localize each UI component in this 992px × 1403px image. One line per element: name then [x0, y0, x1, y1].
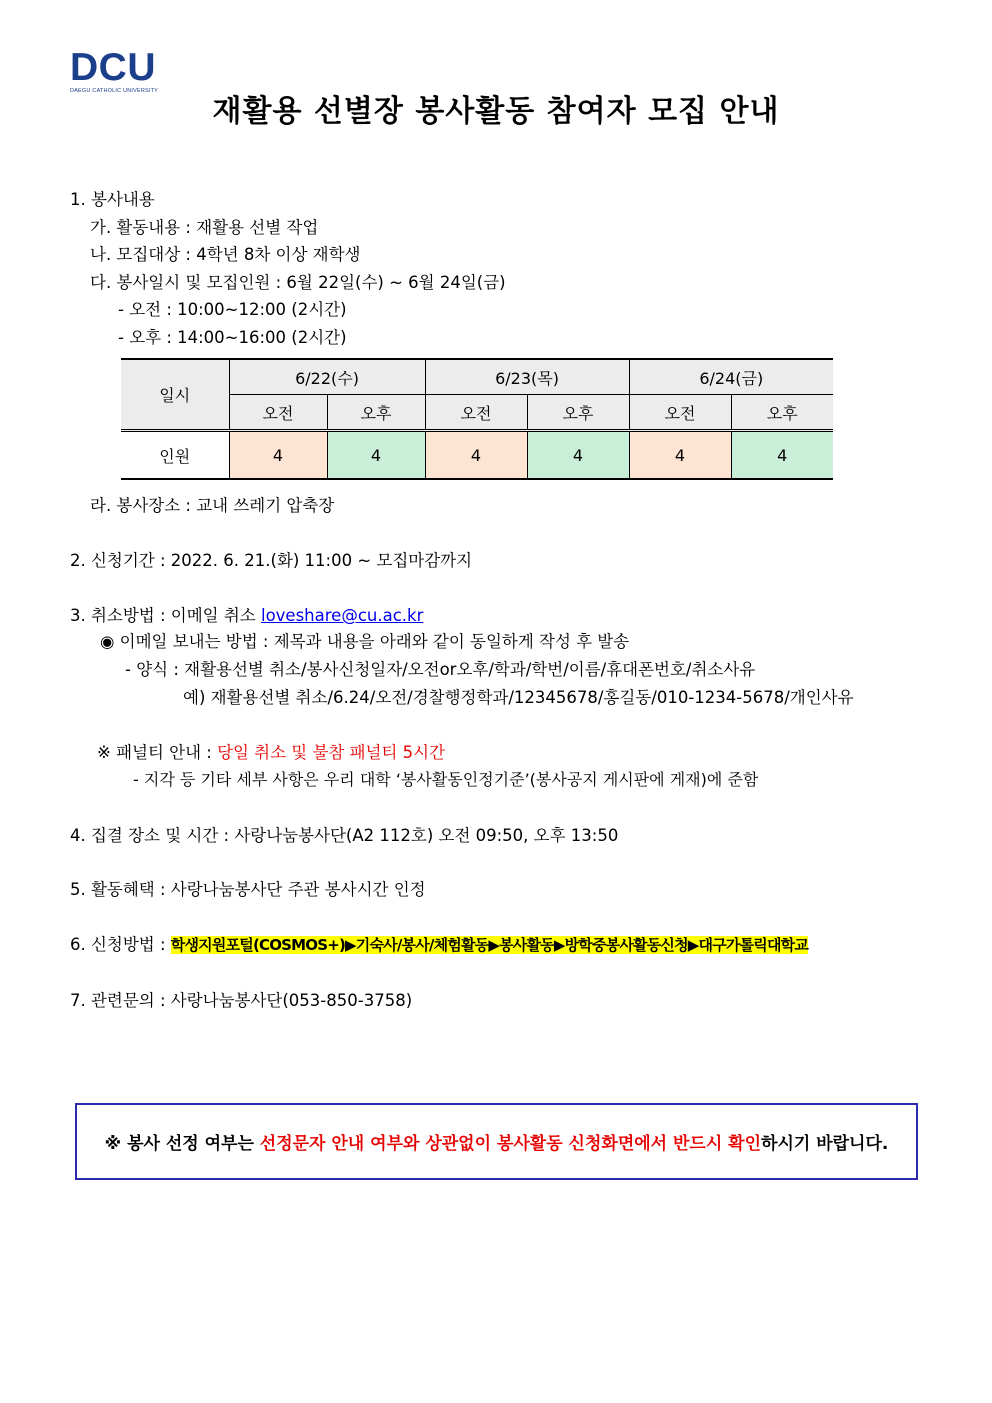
activity-place: 라. 봉사장소 : 교내 쓰레기 압축장	[90, 496, 335, 515]
activity-benefit: 5. 활동혜택 : 사랑나눔봉사단 주관 봉사시간 인정	[70, 880, 426, 899]
penalty-notice	[97, 739, 445, 763]
activity-content: 가. 활동내용 : 재활용 선별 작업	[90, 218, 319, 237]
slot-header: 오후	[327, 395, 425, 431]
email-method: ◉ 이메일 보내는 방법 : 제목과 내용을 아래와 같이 동일하게 작성 후 발송	[100, 632, 630, 651]
penalty-label: ※ 패널티 안내 :	[97, 743, 218, 762]
people-label: 인원	[121, 431, 229, 480]
apply-method	[70, 931, 808, 955]
slot-header: 오후	[527, 395, 629, 431]
day-header: 6/24(금)	[629, 359, 833, 395]
application-period: 2. 신청기간 : 2022. 6. 21.(화) 11:00 ~ 모집마감까지	[70, 551, 473, 570]
count-cell: 4	[527, 431, 629, 480]
email-example: 예) 재활용선별 취소/6.24/오전/경찰행정학과/12345678/홍길동/010-1234-5678/개인사유	[183, 688, 854, 707]
email-format: - 양식 : 재활용선별 취소/봉사신청일자/오전or오후/학과/학번/이름/휴대폰번호/취소사유	[125, 660, 756, 679]
day-header: 6/23(목)	[425, 359, 629, 395]
day-header: 6/22(수)	[229, 359, 425, 395]
schedule-table	[121, 358, 833, 480]
cancel-method-label: 3. 취소방법 : 이메일 취소	[70, 606, 261, 625]
notice-box	[75, 1103, 918, 1180]
count-cell: 4	[327, 431, 425, 480]
apply-method-label: 6. 신청방법 :	[70, 935, 171, 954]
penalty-text: 당일 취소 및 불참 패널티 5시간	[217, 743, 446, 762]
slot-header: 오후	[731, 395, 833, 431]
page-title: 재활용 선별장 봉사활동 참여자 모집 안내	[212, 94, 780, 129]
slot-header: 오전	[425, 395, 527, 431]
afternoon-time: - 오후 : 14:00~16:00 (2시간)	[118, 328, 347, 347]
count-cell: 4	[229, 431, 327, 480]
count-cell: 4	[731, 431, 833, 480]
penalty-note: - 지각 등 기타 세부 사항은 우리 대학 ‘봉사활동인정기준’(봉사공지 게시판에 게재)에 준함	[133, 770, 759, 789]
logo-subtitle: DAEGU CATHOLIC UNIVERSITY	[70, 88, 159, 94]
recruit-target: 나. 모집대상 : 4학년 8차 이상 재학생	[90, 245, 361, 264]
apply-path: 학생지원포털(COSMOS+)▶기숙사/봉사/체험활동▶봉사활동▶방학중봉사활동신청▶대구가톨릭대학교	[170, 936, 809, 954]
notice-part3: 하시기 바랍니다.	[761, 1134, 889, 1154]
morning-time: - 오전 : 10:00~12:00 (2시간)	[118, 300, 347, 319]
cancel-method	[70, 602, 423, 626]
count-cell: 4	[629, 431, 731, 480]
notice-part1: ※ 봉사 선정 여부는	[104, 1134, 260, 1154]
date-label: 일시	[121, 359, 229, 431]
logo-mark: DCU	[70, 46, 156, 89]
notice-part2: 선정문자 안내 여부와 상관없이 봉사활동 신청화면에서 반드시 확인	[259, 1134, 762, 1154]
count-cell: 4	[425, 431, 527, 480]
section-1-heading: 1. 봉사내용	[70, 190, 155, 209]
meeting-place-time: 4. 집결 장소 및 시간 : 사랑나눔봉사단(A2 112호) 오전 09:50, 오후 13:50	[70, 826, 619, 845]
slot-header: 오전	[229, 395, 327, 431]
cancel-email-link[interactable]: loveshare@cu.ac.kr	[260, 606, 424, 625]
contact-info: 7. 관련문의 : 사랑나눔봉사단(053-850-3758)	[70, 991, 413, 1010]
schedule-summary: 다. 봉사일시 및 모집인원 : 6월 22일(수) ~ 6월 24일(금)	[90, 273, 506, 292]
slot-header: 오전	[629, 395, 731, 431]
